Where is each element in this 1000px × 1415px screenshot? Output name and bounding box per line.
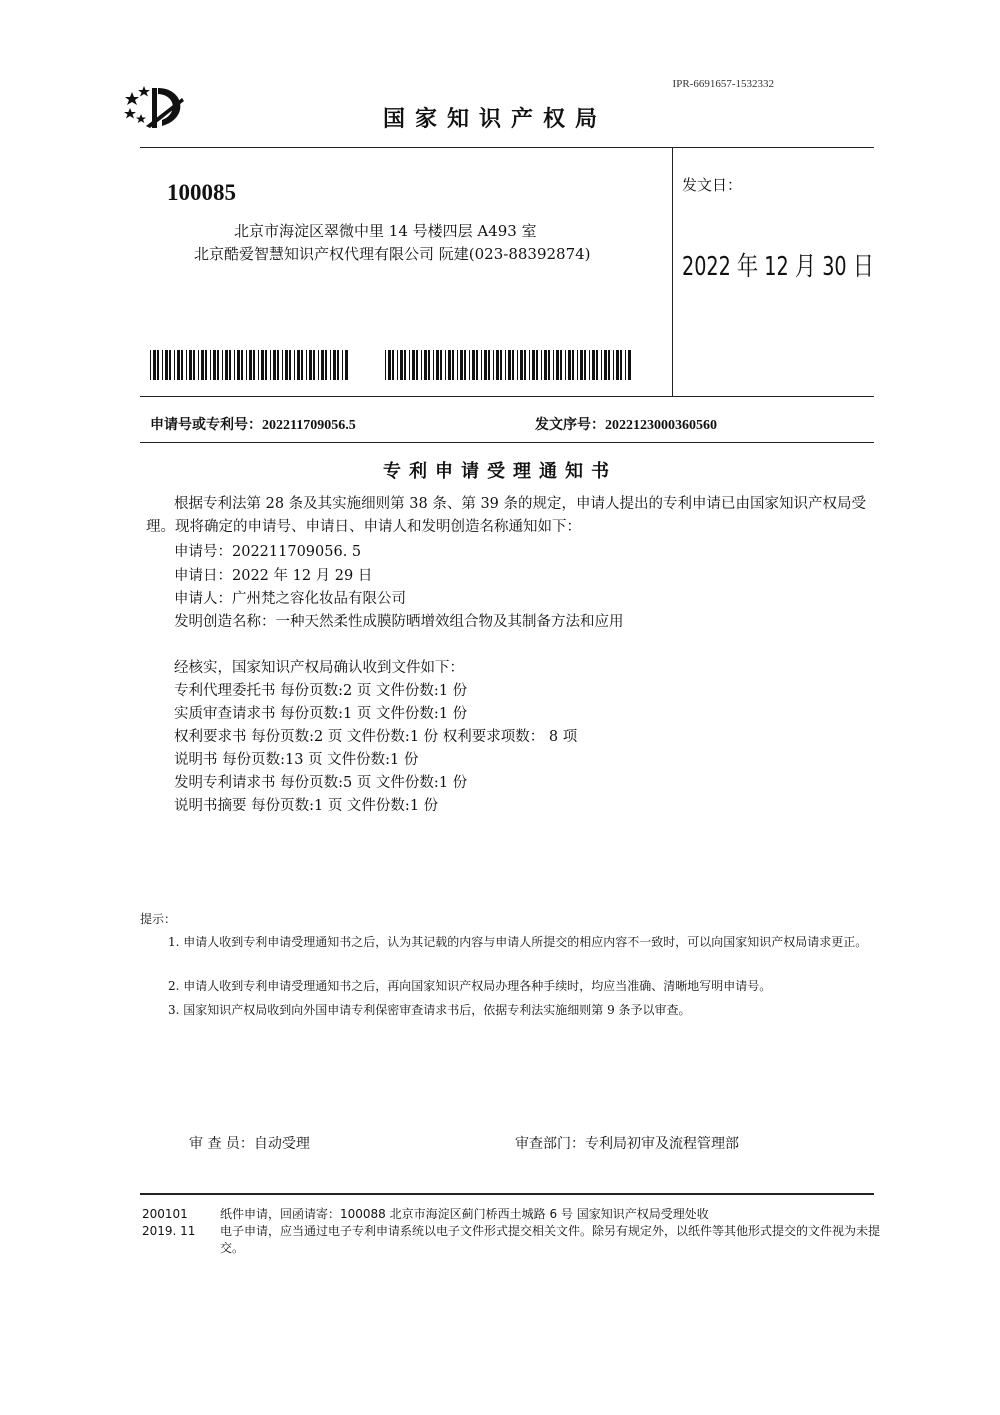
field-value: 一种天然柔性成膜防晒增效组合物及其制备方法和应用 xyxy=(275,614,624,630)
form-number: 200101 xyxy=(142,1207,188,1221)
address-block-rule xyxy=(140,396,874,397)
notice-intro: 根据专利法第 28 条及其实施细则第 38 条、第 39 条的规定，申请人提出的专利申请已由国家知识产权局受理。现将确定的申请号、申请日、申请人和发明创造名称通知如下： xyxy=(146,496,867,535)
tip-item: 1. 申请人收到专利申请受理通知书之后，认为其记载的内容与申请人所提交的相应内容不一致时，可以向国家知识产权局请求更正。 xyxy=(168,935,868,949)
received-document: 权利要求书 每份页数:2 页 文件份数:1 份 权利要求项数： 8 项 xyxy=(174,729,578,745)
field-application-number xyxy=(174,540,361,561)
barcode-right xyxy=(385,350,633,380)
received-document: 实质审查请求书 每份页数:1 页 文件份数:1 份 xyxy=(174,706,468,722)
footer-rule xyxy=(140,1193,874,1195)
field-value: 202211709056. 5 xyxy=(232,544,362,560)
agency-contact: 北京酷爱智慧知识产权代理有限公司 阮建(023-88392874) xyxy=(194,245,591,263)
issue-date: 2022 年 12 月 30 日 xyxy=(682,252,875,282)
field-label: 申请人： xyxy=(174,591,232,607)
issue-date-label: 发文日： xyxy=(682,176,743,194)
document-number: 2022123000360560 xyxy=(605,418,717,433)
header-rule xyxy=(140,147,874,148)
verification-intro: 经核实，国家知识产权局确认收到文件如下： xyxy=(174,660,464,676)
ipr-code: IPR-6691657-1532332 xyxy=(672,78,774,90)
field-applicant xyxy=(174,587,406,608)
department-row xyxy=(515,1133,739,1153)
received-document: 专利代理委托书 每份页数:2 页 文件份数:1 份 xyxy=(174,683,468,699)
paper-submission-note: 纸件申请，回函请寄：100088 北京市海淀区蓟门桥西土城路 6 号 国家知识产权局受理处收 xyxy=(220,1207,709,1221)
barcode-left xyxy=(150,350,348,380)
reference-rule xyxy=(140,442,874,443)
application-number-label: 申请号或专利号： xyxy=(150,417,262,433)
tip-item: 2. 申请人收到专利申请受理通知书之后，再向国家知识产权局办理各种手续时，均应当准确、清晰地写明申请号。 xyxy=(168,979,772,993)
received-document: 说明书 每份页数:13 页 文件份数:1 份 xyxy=(174,752,419,768)
field-label: 申请日： xyxy=(174,568,232,584)
field-label: 发明创造名称： xyxy=(174,614,276,630)
footer-notes xyxy=(220,1206,880,1257)
field-value: 2022 年 12 月 29 日 xyxy=(232,568,373,584)
office-name: 国家知识产权局 xyxy=(383,107,608,132)
examiner-value: 自动受理 xyxy=(253,1136,310,1152)
postal-code: 100085 xyxy=(167,180,236,205)
examiner-row xyxy=(189,1133,310,1153)
notice-title: 专利申请受理通知书 xyxy=(383,461,617,482)
examiner-label: 审 查 员： xyxy=(189,1136,254,1152)
cnipa-logo xyxy=(122,84,194,132)
department-label: 审查部门： xyxy=(515,1136,585,1152)
form-version: 2019. 11 xyxy=(142,1224,196,1238)
document-number-label: 发文序号： xyxy=(535,417,605,433)
application-number-row xyxy=(150,414,356,434)
received-document: 说明书摘要 每份页数:1 页 文件份数:1 份 xyxy=(174,798,439,814)
field-invention-title xyxy=(174,610,624,631)
field-label: 申请号： xyxy=(174,544,232,560)
received-document: 发明专利请求书 每份页数:5 页 文件份数:1 份 xyxy=(174,775,468,791)
tip-item: 3. 国家知识产权局收到向外国申请专利保密审查请求书后，依据专利法实施细则第 9 条予以审查。 xyxy=(168,1003,691,1017)
application-number: 202211709056.5 xyxy=(262,418,356,433)
field-application-date xyxy=(174,564,372,585)
document-number-row xyxy=(535,414,717,434)
issue-date-divider xyxy=(672,147,673,396)
field-value: 广州梵之容化妆品有限公司 xyxy=(232,591,406,607)
tips-heading: 提示： xyxy=(140,912,177,926)
recipient-address: 北京市海淀区翠微中里 14 号楼四层 A493 室 xyxy=(234,222,537,240)
department-value: 专利局初审及流程管理部 xyxy=(585,1136,739,1152)
electronic-submission-note: 电子申请，应当通过电子专利申请系统以电子文件形式提交相关文件。除另有规定外，以纸件等其他形式提交的文件视为未提交。 xyxy=(220,1224,881,1255)
form-code xyxy=(142,1206,202,1240)
